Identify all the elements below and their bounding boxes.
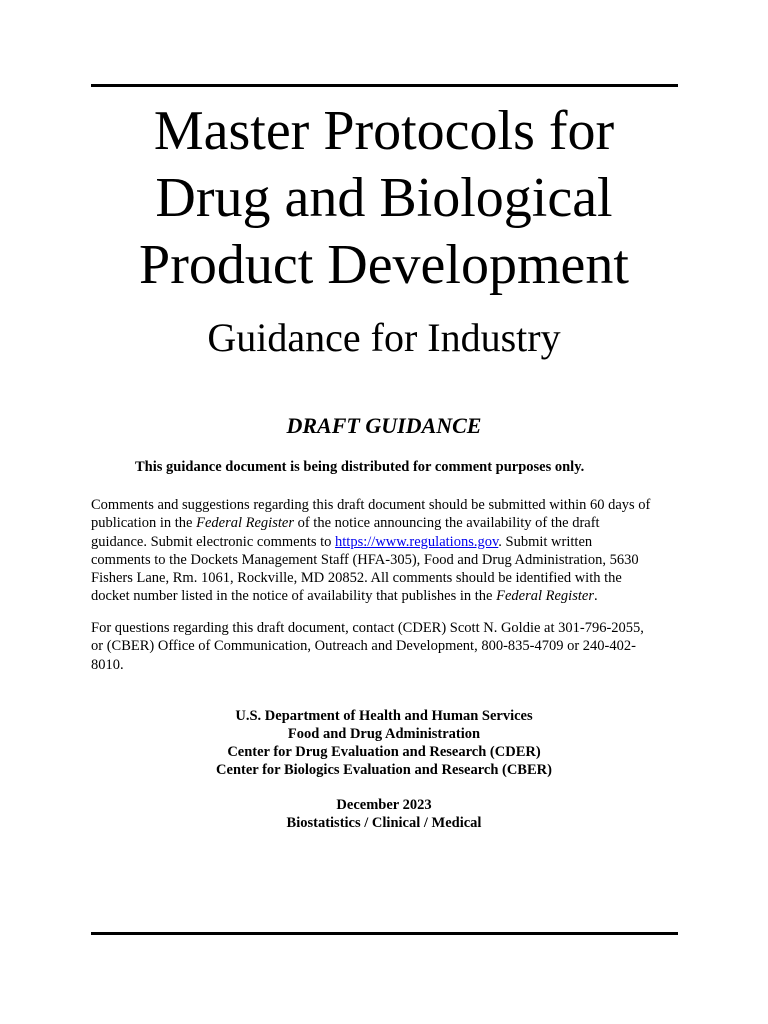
regulations-gov-link[interactable]: https://www.regulations.gov — [335, 533, 499, 550]
comments-text: of the notice announcing the availability of the draft — [293, 515, 600, 532]
document-title — [0, 98, 768, 299]
comments-text: guidance. Submit electronic comments to — [91, 533, 336, 550]
top-rule — [91, 84, 678, 87]
comments-line-4: comments to the Dockets Management Staff (HFA-305), Food and Drug Administration, 5630 — [91, 551, 639, 568]
comments-line-3 — [91, 533, 681, 551]
federal-register-italic: Federal Register — [496, 588, 594, 605]
comments-line-1: Comments and suggestions regarding this draft document should be submitted within 60 days of — [91, 497, 651, 513]
title-line-1: Master Protocols for — [153, 100, 615, 162]
questions-line-2: or (CBER) Office of Communication, Outreach and Development, 800-835-4709 or 240-402- — [91, 638, 636, 655]
publication-date: December 2023 — [336, 797, 432, 813]
agency-block — [0, 707, 768, 779]
comments-line-6 — [91, 587, 681, 605]
title-line-3: Product Development — [139, 234, 629, 296]
agency-line-3: Center for Drug Evaluation and Research (CDER) — [227, 744, 541, 760]
questions-line-3: 8010. — [91, 656, 124, 673]
comments-paragraph — [91, 496, 681, 606]
date-block — [0, 796, 768, 832]
agency-line-2: Food and Drug Administration — [287, 726, 481, 742]
questions-paragraph — [91, 619, 681, 674]
document-subtitle: Guidance for Industry — [207, 315, 561, 360]
comments-text: docket number listed in the notice of availability that publishes in the — [91, 588, 497, 605]
comments-line-5: Fishers Lane, Rm. 1061, Rockville, MD 20852. All comments should be identified with the — [91, 570, 622, 587]
comments-line-2 — [91, 514, 681, 532]
agency-line-4: Center for Biologics Evaluation and Research (CBER) — [216, 762, 552, 778]
agency-line-1: U.S. Department of Health and Human Services — [235, 708, 533, 724]
comments-text: . — [593, 588, 598, 605]
questions-line-1: For questions regarding this draft document, contact (CDER) Scott N. Goldie at 301-796-2055, — [91, 620, 644, 636]
title-line-2: Drug and Biological — [155, 167, 613, 229]
bottom-rule — [91, 932, 678, 935]
comments-text: publication in the — [91, 515, 197, 532]
draft-guidance-label: DRAFT GUIDANCE — [286, 413, 482, 438]
distribution-note: This guidance document is being distributed for comment purposes only. — [135, 459, 585, 475]
comments-text: . Submit written — [498, 533, 593, 550]
federal-register-italic: Federal Register — [196, 515, 294, 532]
document-category: Biostatistics / Clinical / Medical — [286, 815, 482, 831]
